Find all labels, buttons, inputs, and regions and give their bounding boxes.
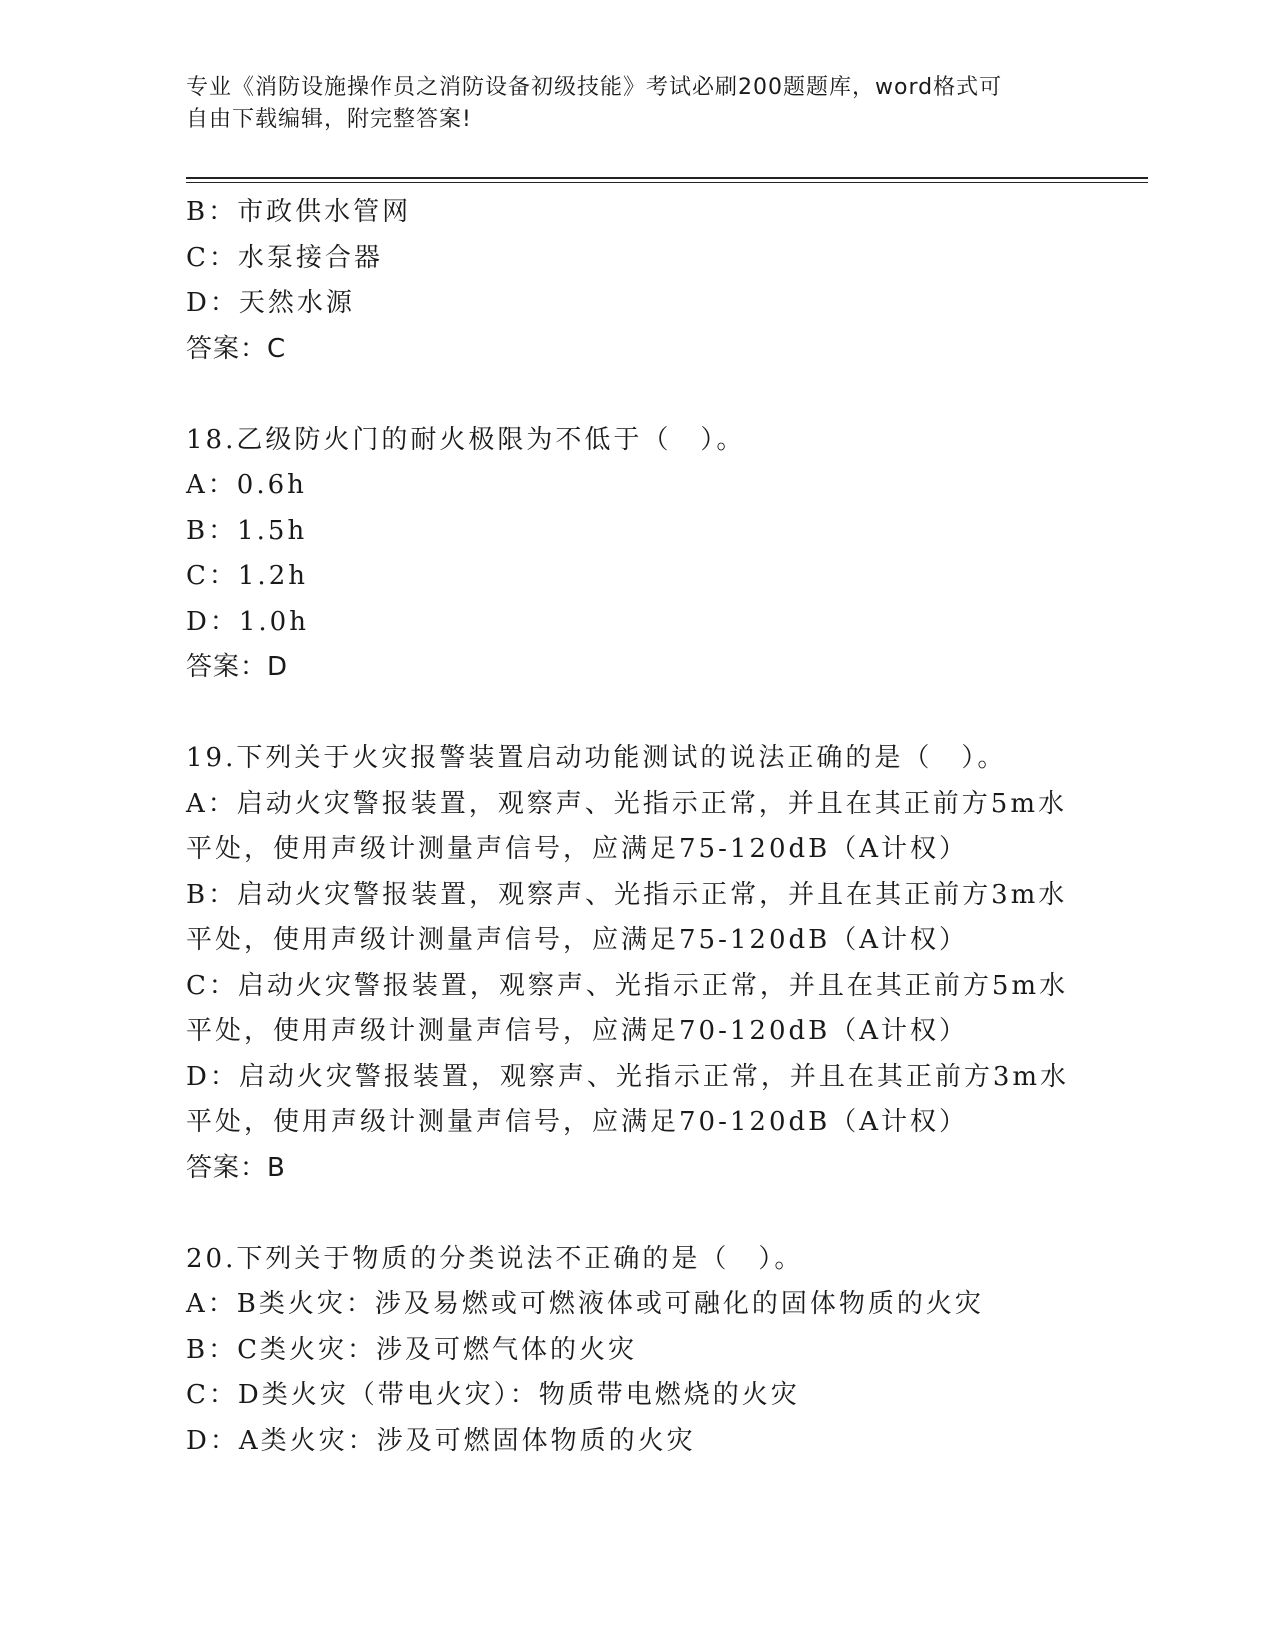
option-c: C：1.2h (186, 561, 308, 591)
option-c-line-1: C：启动火灾警报装置，观察声、光指示正常，并且在其正前方5m水 (186, 970, 1069, 1001)
question-stem: 19.下列关于火灾报警装置启动功能测试的说法正确的是（ ）。 (186, 743, 1007, 773)
option-d-line-2: 平处，使用声级计测量声信号，应满足70-120dB（A计权） (186, 1107, 969, 1137)
option-c: C：水泵接合器 (186, 242, 383, 273)
spacer (186, 372, 1086, 418)
question-stem: 18.乙级防火门的耐火极限为不低于（ ）。 (186, 424, 746, 455)
option-a-line-1: A：启动火灾警报装置，观察声、光指示正常，并且在其正前方5m水 (186, 788, 1067, 819)
header-divider (186, 177, 1148, 183)
option-c: C：D类火灾（带电火灾）：物质带电燃烧的火灾 (186, 1380, 800, 1410)
question-20 (186, 1237, 1086, 1465)
spacer (186, 691, 1086, 737)
header-title-line-2: 自由下载编辑，附完整答案! (186, 107, 472, 132)
option-b-line-2: 平处，使用声级计测量声信号，应满足75-120dB（A计权） (186, 925, 969, 955)
option-d: D：1.0h (186, 606, 309, 637)
page-header (186, 72, 1066, 136)
option-d-line-1: D：启动火灾警报装置，观察声、光指示正常，并且在其正前方3m水 (186, 1061, 1070, 1092)
question-18 (186, 418, 1086, 691)
answer: 答案：C (186, 333, 287, 364)
header-title-line-1: 专业《消防设施操作员之消防设备初级技能》考试必刷200题题库，word格式可 (186, 75, 1003, 100)
question-17-tail (186, 190, 1086, 372)
option-b: B：1.5h (186, 515, 308, 546)
question-19 (186, 736, 1086, 1191)
answer: 答案：B (186, 1152, 286, 1183)
option-a-line-2: 平处，使用声级计测量声信号，应满足75-120dB（A计权） (186, 834, 969, 864)
option-c-line-2: 平处，使用声级计测量声信号，应满足70-120dB（A计权） (186, 1016, 969, 1046)
option-b: B：C类火灾：涉及可燃气体的火灾 (186, 1334, 638, 1365)
option-b: B：市政供水管网 (186, 197, 412, 227)
question-list (186, 190, 1086, 1464)
option-d: D：A类火灾：涉及可燃固体物质的火灾 (186, 1425, 696, 1456)
option-b-line-1: B：启动火灾警报装置，观察声、光指示正常，并且在其正前方3m水 (186, 879, 1068, 910)
option-a: A：B类火灾：涉及易燃或可燃液体或可融化的固体物质的火灾 (186, 1289, 984, 1319)
answer: 答案：D (186, 652, 289, 682)
spacer (186, 1191, 1086, 1237)
option-a: A：0.6h (186, 470, 307, 500)
option-d: D：天然水源 (186, 288, 355, 318)
question-stem: 20.下列关于物质的分类说法不正确的是（ ）。 (186, 1243, 804, 1274)
